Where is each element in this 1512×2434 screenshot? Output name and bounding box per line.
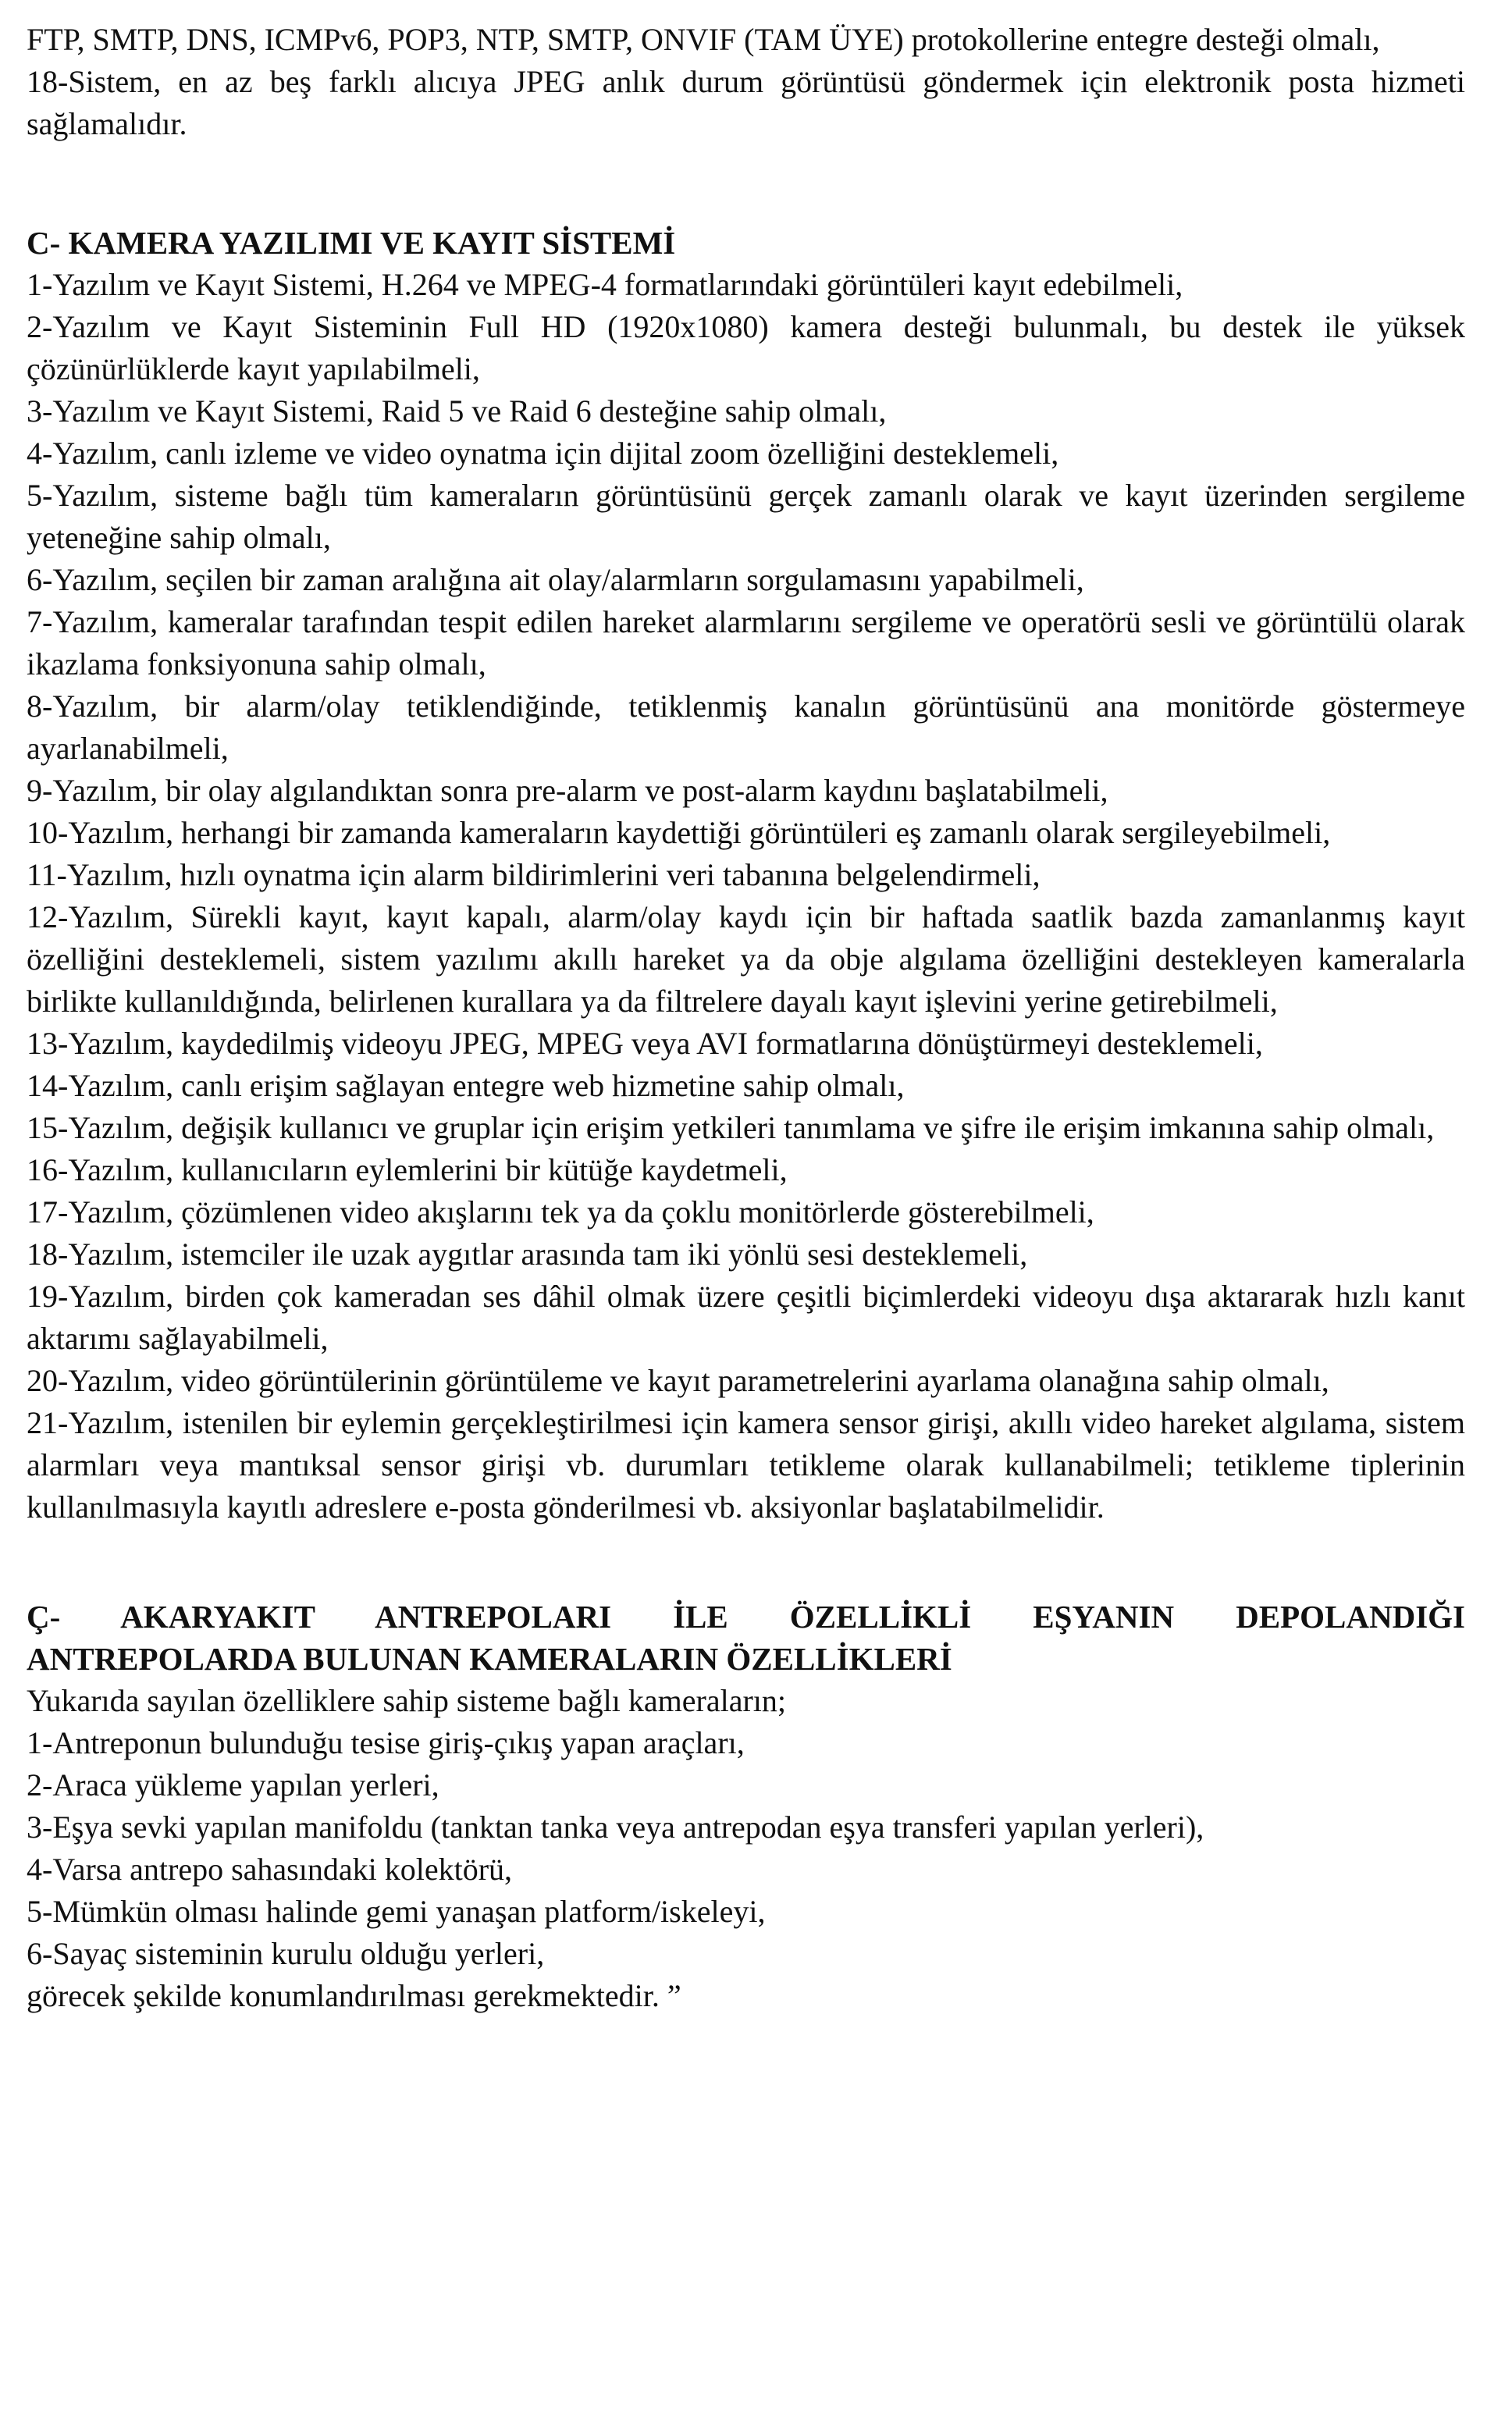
paragraph-protocols: FTP, SMTP, DNS, ICMPv6, POP3, NTP, SMTP, ONVIF (TAM ÜYE) protokollerine entegre desteği olmalı, bbox=[27, 22, 1380, 57]
section-c-item-15: 15-Yazılım, değişik kullanıcı ve gruplar için erişim yetkileri tanımlama ve şifre ile erişim imkanına sahip olmalı, bbox=[27, 1110, 1435, 1145]
section-c-item-20: 20-Yazılım, video görüntülerinin görüntüleme ve kayıt parametrelerini ayarlama olanağına sahip olmalı, bbox=[27, 1363, 1329, 1398]
section-c-item-7: 7-Yazılım, kameralar tarafından tespit edilen hareket alarmlarını sergileme ve operatörü sesli ve görüntülü olarak ikazlama fonksiyonuna sahip olmalı, bbox=[27, 604, 1465, 681]
section-c-item-6: 6-Yazılım, seçilen bir zaman aralığına ait olay/alarmların sorgulamasını yapabilmeli, bbox=[27, 562, 1084, 597]
section-c-item-18: 18-Yazılım, istemciler ile uzak aygıtlar arasında tam iki yönlü sesi desteklemeli, bbox=[27, 1237, 1028, 1272]
section-c-item-11: 11-Yazılım, hızlı oynatma için alarm bildirimlerini veri tabanına belgelendirmeli, bbox=[27, 857, 1041, 892]
section-cc-intro: Yukarıda sayılan özelliklere sahip sisteme bağlı kameraların; bbox=[27, 1683, 786, 1718]
section-c-item-1: 1-Yazılım ve Kayıt Sistemi, H.264 ve MPEG-4 formatlarındaki görüntüleri kayıt edebilmeli, bbox=[27, 267, 1183, 302]
section-c-item-16: 16-Yazılım, kullanıcıların eylemlerini bir kütüğe kaydetmeli, bbox=[27, 1152, 788, 1187]
section-c-item-19: 19-Yazılım, birden çok kameradan ses dâhil olmak üzere çeşitli biçimlerdeki videoyu dışa aktararak hızlı kanıt aktarımı sağlayabilmeli, bbox=[27, 1279, 1465, 1356]
section-cc-item-1: 1-Antreponun bulunduğu tesise giriş-çıkış yapan araçları, bbox=[27, 1725, 745, 1760]
section-c-item-10: 10-Yazılım, herhangi bir zamanda kameraların kaydettiği görüntüleri eş zamanlı olarak sergileyebilmeli, bbox=[27, 815, 1331, 850]
section-cc-heading-line-1: Ç- AKARYAKIT ANTREPOLARI İLE ÖZELLİKLİ EŞYANIN DEPOLANDIĞI bbox=[27, 1599, 1465, 1635]
section-cc-closing: görecek şekilde konumlandırılması gerekmektedir. ” bbox=[27, 1978, 681, 2013]
section-c-item-3: 3-Yazılım ve Kayıt Sistemi, Raid 5 ve Raid 6 desteğine sahip olmalı, bbox=[27, 393, 887, 429]
section-c-heading: C- KAMERA YAZILIMI VE KAYIT SİSTEMİ bbox=[27, 225, 676, 261]
section-c-item-4: 4-Yazılım, canlı izleme ve video oynatma için dijital zoom özelliğini desteklemeli, bbox=[27, 436, 1059, 471]
section-cc-item-3: 3-Eşya sevki yapılan manifoldu (tanktan tanka veya antrepodan eşya transferi yapılan yerleri), bbox=[27, 1809, 1204, 1845]
section-c-item-13: 13-Yazılım, kaydedilmiş videoyu JPEG, MPEG veya AVI formatlarına dönüştürmeyi desteklemeli, bbox=[27, 1026, 1263, 1061]
paragraph-item-18-email: 18-Sistem, en az beş farklı alıcıya JPEG anlık durum görüntüsü göndermek için elektronik posta hizmeti sağlamalıdır. bbox=[27, 64, 1465, 141]
section-c-item-5: 5-Yazılım, sisteme bağlı tüm kameraların görüntüsünü gerçek zamanlı olarak ve kayıt üzerinden sergileme yeteneğine sahip olmalı, bbox=[27, 478, 1465, 555]
section-cc-heading-line-2: ANTREPOLARDA BULUNAN KAMERALARIN ÖZELLİKLERİ bbox=[27, 1641, 952, 1677]
section-c-item-14: 14-Yazılım, canlı erişim sağlayan entegre web hizmetine sahip olmalı, bbox=[27, 1068, 905, 1103]
section-c-item-21: 21-Yazılım, istenilen bir eylemin gerçekleştirilmesi için kamera sensor girişi, akıllı video hareket algılama, sistem alarmları veya mantıksal sensor girişi vb. durumları tetikleme olarak kullanabilmeli; tetikleme tiplerinin kullanılmasıyla kayıtlı adreslere e-posta gönderilmesi vb. aksiyonlar başlatabilmelidir. bbox=[27, 1405, 1465, 1525]
section-c-item-17: 17-Yazılım, çözümlenen video akışlarını tek ya da çoklu monitörlerde gösterebilmeli, bbox=[27, 1194, 1094, 1229]
section-c-item-9: 9-Yazılım, bir olay algılandıktan sonra pre-alarm ve post-alarm kaydını başlatabilmeli, bbox=[27, 773, 1108, 808]
section-cc-item-5: 5-Mümkün olması halinde gemi yanaşan platform/iskeleyi, bbox=[27, 1894, 766, 1929]
section-c bbox=[27, 222, 1465, 1528]
section-cc-item-6: 6-Sayaç sisteminin kurulu olduğu yerleri, bbox=[27, 1936, 545, 1971]
section-cc-item-2: 2-Araca yükleme yapılan yerleri, bbox=[27, 1767, 439, 1802]
section-cc-item-4: 4-Varsa antrepo sahasındaki kolektörü, bbox=[27, 1852, 513, 1887]
section-c-item-2: 2-Yazılım ve Kayıt Sisteminin Full HD (1920x1080) kamera desteği bulunmalı, bu destek ile yüksek çözünürlüklerde kayıt yapılabilmeli, bbox=[27, 309, 1465, 386]
section-c-item-8: 8-Yazılım, bir alarm/olay tetiklendiğinde, tetiklenmiş kanalın görüntüsünü ana monitörde göstermeye ayarlanabilmeli, bbox=[27, 689, 1465, 766]
section-c-item-12: 12-Yazılım, Sürekli kayıt, kayıt kapalı, alarm/olay kaydı için bir haftada saatlik bazda zamanlanmış kayıt özelliğini desteklemeli, sistem yazılımı akıllı hareket ya da obje algılama özelliğini destekleyen kameralarla birlikte kullanıldığında, belirlenen kurallara ya da filtrelere dayalı kayıt işlevini yerine getirebilmeli, bbox=[27, 899, 1465, 1019]
section-cc bbox=[27, 1596, 1465, 2017]
